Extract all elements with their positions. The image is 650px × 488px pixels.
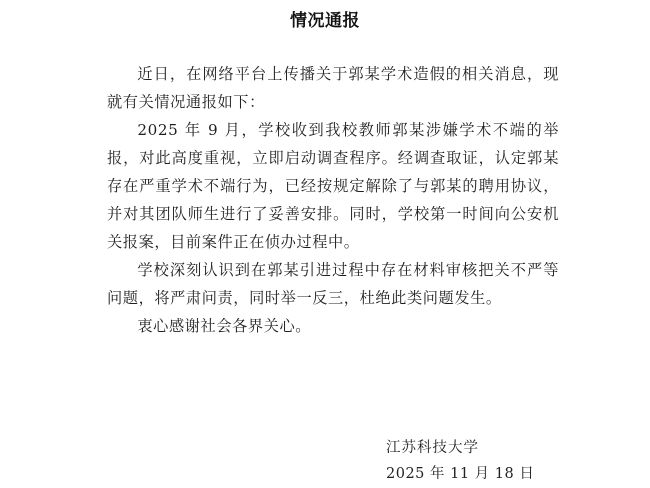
signature-date: 2025 年 11 月 18 日	[386, 466, 535, 482]
signature-organization: 江苏科技大学	[386, 440, 479, 456]
document-body	[107, 60, 559, 340]
paragraph-investigation: 2025 年 9 月，学校收到我校教师郭某涉嫌学术不端的举报，对此高度重视，立即启动调查程序。经调查取证，认定郭某存在严重学术不端行为，已经按规定解除了与郭某的聘用协议，并对其团队师生进行了妥善安排。同时，学校第一时间向公安机关报案，目前案件正在侦办过程中。	[107, 121, 559, 251]
paragraph-accountability: 学校深刻认识到在郭某引进过程中存在材料审核把关不严等问题，将严肃问责，同时举一反三，杜绝此类问题发生。	[107, 261, 559, 307]
paragraph-thanks: 衷心感谢社会各界关心。	[137, 317, 312, 335]
document-title: 情况通报	[290, 11, 360, 31]
paragraph-intro: 近日，在网络平台上传播关于郭某学术造假的相关消息，现就有关情况通报如下：	[107, 65, 559, 111]
